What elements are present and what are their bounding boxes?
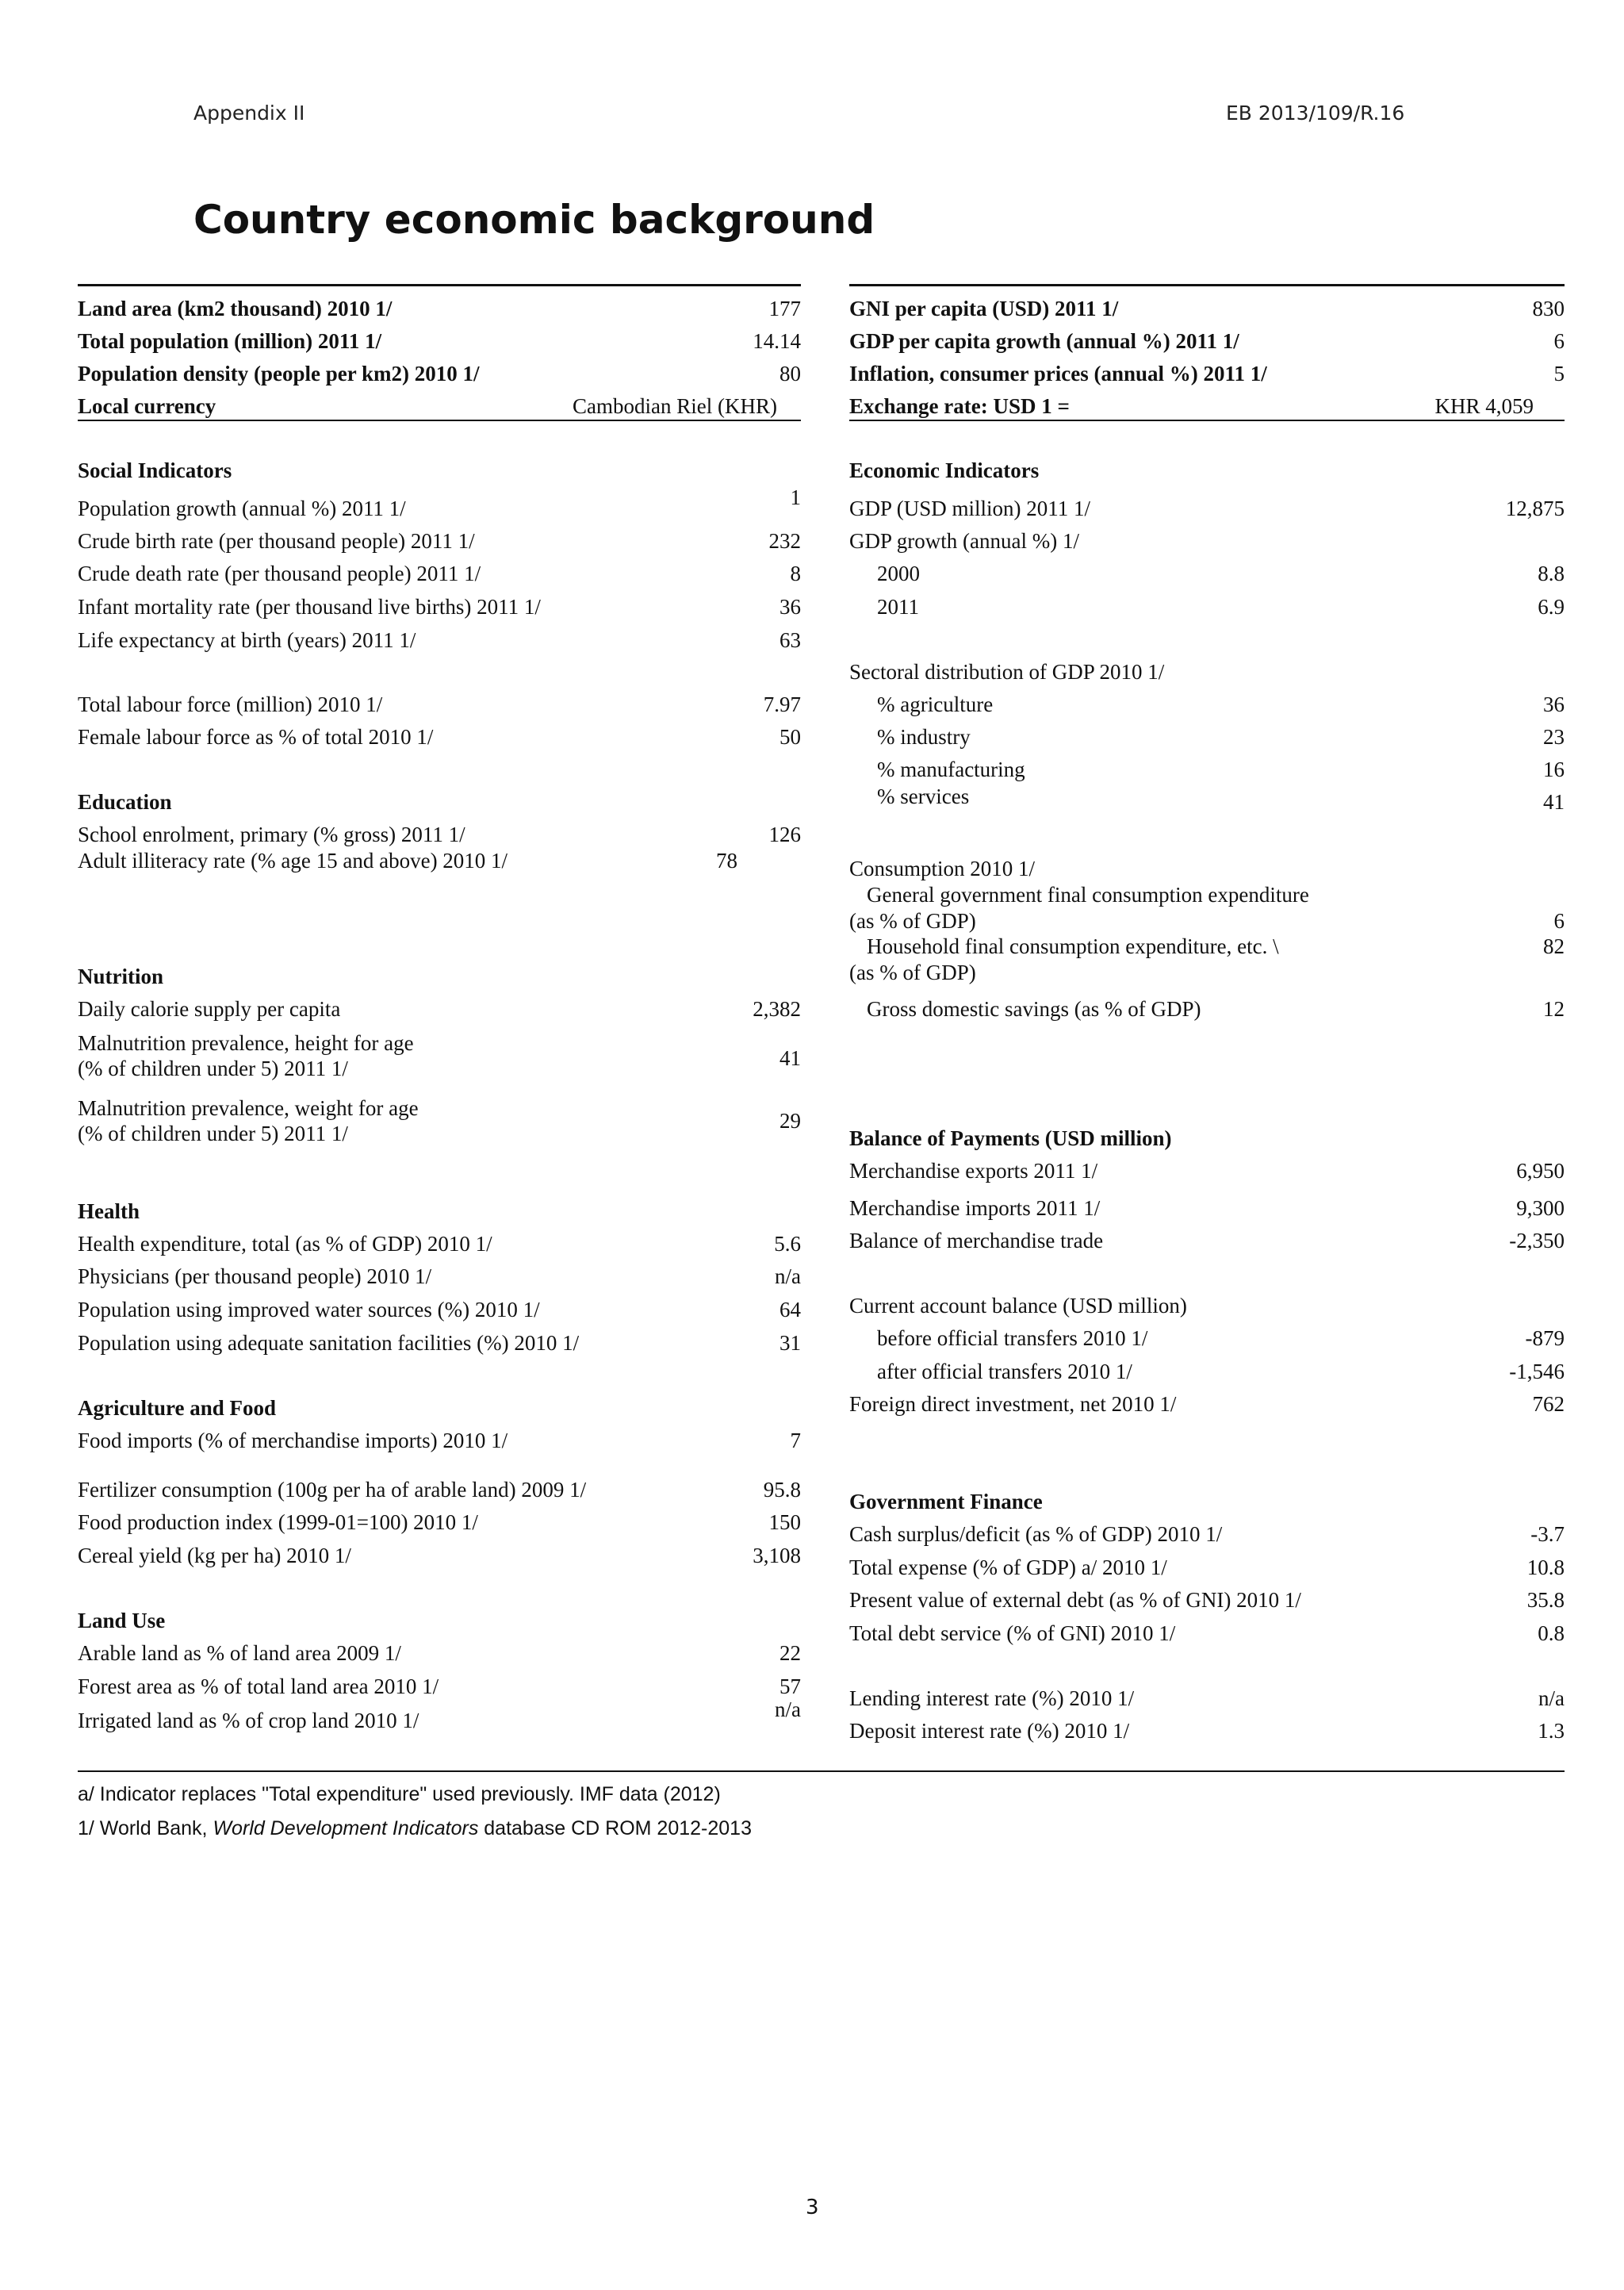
right-col-value: 16 xyxy=(1543,758,1565,781)
right-col-value: n/a xyxy=(1538,1686,1565,1710)
left-col-label: Daily calorie supply per capita xyxy=(78,997,341,1021)
left-col-label: Physicians (per thousand people) 2010 1/ xyxy=(78,1264,432,1288)
left-col-label: Health expenditure, total (as % of GDP) 2010 1/ xyxy=(78,1232,492,1256)
left-col-label: Adult illiteracy rate (% age 15 and above) 2010 1/ xyxy=(78,849,508,873)
footnote-a: a/ Indicator replaces "Total expenditure" used previously. IMF data (2012) xyxy=(78,1783,721,1805)
left-col-value: 22 xyxy=(779,1641,801,1665)
right-col-label: 2000 xyxy=(877,562,920,585)
left-col-label: School enrolment, primary (% gross) 2011 1/ xyxy=(78,823,465,846)
right-col-value: 10.8 xyxy=(1526,1555,1565,1579)
right-col-label: 2011 xyxy=(877,595,919,619)
left-col-label: Food imports (% of merchandise imports) 2010 1/ xyxy=(78,1429,508,1452)
left-col-label: Cereal yield (kg per ha) 2010 1/ xyxy=(78,1544,351,1567)
top-left-value: 80 xyxy=(779,362,801,386)
top-right-label: Inflation, consumer prices (annual %) 2011 1/ xyxy=(849,362,1267,386)
right-col-value: 6 xyxy=(1553,909,1565,933)
left-col-label: Social Indicators xyxy=(78,458,232,482)
left-col-label: (% of children under 5) 2011 1/ xyxy=(78,1057,348,1080)
page-number: 3 xyxy=(806,2196,819,2219)
left-col-label: Crude birth rate (per thousand people) 2011 1/ xyxy=(78,529,475,553)
right-col-label: (as % of GDP) xyxy=(849,961,976,984)
right-col-label: GDP growth (annual %) 1/ xyxy=(849,529,1079,553)
left-col-value: 78 xyxy=(716,849,737,873)
page-title: Country economic background xyxy=(193,197,875,243)
right-col-label: Balance of Payments (USD million) xyxy=(849,1126,1172,1150)
left-col-value: 2,382 xyxy=(753,997,801,1021)
top-left-label: Land area (km2 thousand) 2010 1/ xyxy=(78,297,393,320)
top-left-rule-top xyxy=(78,284,801,286)
top-right-value: KHR 4,059 xyxy=(1434,394,1534,418)
right-col-value: 41 xyxy=(1543,790,1565,814)
right-col-value: 12,875 xyxy=(1505,497,1565,520)
top-right-rule-bottom xyxy=(849,420,1565,421)
left-col-label: Agriculture and Food xyxy=(78,1396,277,1420)
right-col-label: Merchandise imports 2011 1/ xyxy=(849,1196,1101,1220)
left-col-value: 232 xyxy=(768,529,801,553)
right-col-label: after official transfers 2010 1/ xyxy=(877,1360,1132,1383)
right-col-value: 23 xyxy=(1543,725,1565,749)
left-col-value: 63 xyxy=(779,628,801,652)
table-bottom-rule xyxy=(78,1770,1565,1772)
right-col-label: Household final consumption expenditure, etc. \ xyxy=(867,934,1279,958)
left-col-value: 1 xyxy=(790,485,801,509)
left-col-value: 31 xyxy=(779,1331,801,1355)
top-right-label: Exchange rate: USD 1 = xyxy=(849,394,1070,418)
left-col-label: Female labour force as % of total 2010 1/ xyxy=(78,725,434,749)
left-col-label: Food production index (1999-01=100) 2010 1/ xyxy=(78,1510,478,1534)
right-col-label: Total expense (% of GDP) a/ 2010 1/ xyxy=(849,1555,1167,1579)
right-col-value: -3.7 xyxy=(1530,1522,1565,1546)
right-col-label: % agriculture xyxy=(877,692,994,716)
left-col-value: 64 xyxy=(779,1298,801,1321)
left-col-label: (% of children under 5) 2011 1/ xyxy=(78,1122,348,1145)
right-col-value: 762 xyxy=(1532,1392,1565,1416)
top-right-label: GNI per capita (USD) 2011 1/ xyxy=(849,297,1119,320)
footnote-1: 1/ World Bank, World Development Indicators database CD ROM 2012-2013 xyxy=(78,1817,752,1839)
right-col-label: Consumption 2010 1/ xyxy=(849,857,1036,880)
right-col-value: -2,350 xyxy=(1509,1229,1565,1252)
left-col-label: Malnutrition prevalence, weight for age xyxy=(78,1096,419,1120)
right-col-label: % manufacturing xyxy=(877,758,1025,781)
right-col-value: 35.8 xyxy=(1526,1588,1565,1612)
top-left-label: Local currency xyxy=(78,394,216,418)
left-col-value: n/a xyxy=(775,1697,801,1721)
left-col-label: Population growth (annual %) 2011 1/ xyxy=(78,497,406,520)
appendix-label: Appendix II xyxy=(193,102,305,125)
left-col-label: Population using improved water sources (%) 2010 1/ xyxy=(78,1298,540,1321)
left-col-label: Malnutrition prevalence, height for age xyxy=(78,1031,414,1055)
left-col-value: 41 xyxy=(779,1046,801,1070)
left-col-label: Arable land as % of land area 2009 1/ xyxy=(78,1641,401,1665)
left-col-value: 150 xyxy=(768,1510,801,1534)
right-col-value: 8.8 xyxy=(1538,562,1565,585)
right-col-label: before official transfers 2010 1/ xyxy=(877,1326,1148,1350)
right-col-label: Sectoral distribution of GDP 2010 1/ xyxy=(849,660,1165,684)
right-col-label: Merchandise exports 2011 1/ xyxy=(849,1159,1098,1183)
left-col-label: Infant mortality rate (per thousand live births) 2011 1/ xyxy=(78,595,541,619)
left-col-value: 29 xyxy=(779,1109,801,1133)
right-col-label: Total debt service (% of GNI) 2010 1/ xyxy=(849,1621,1176,1645)
left-col-label: Land Use xyxy=(78,1609,166,1632)
right-col-value: 36 xyxy=(1543,692,1565,716)
left-col-label: Health xyxy=(78,1199,140,1223)
right-col-label: Government Finance xyxy=(849,1490,1043,1513)
right-col-value: 82 xyxy=(1543,934,1565,958)
left-col-value: 8 xyxy=(790,562,801,585)
left-col-label: Life expectancy at birth (years) 2011 1/ xyxy=(78,628,416,652)
right-col-label: GDP (USD million) 2011 1/ xyxy=(849,497,1091,520)
right-col-label: (as % of GDP) xyxy=(849,909,976,933)
left-col-value: 3,108 xyxy=(753,1544,801,1567)
left-col-value: 36 xyxy=(779,595,801,619)
right-col-label: Economic Indicators xyxy=(849,458,1040,482)
top-right-value: 6 xyxy=(1553,329,1565,353)
left-col-label: Fertilizer consumption (100g per ha of arable land) 2009 1/ xyxy=(78,1478,587,1502)
right-col-value: 9,300 xyxy=(1516,1196,1565,1220)
left-col-value: 57 xyxy=(779,1674,801,1698)
right-col-value: 12 xyxy=(1543,997,1565,1021)
left-col-label: Crude death rate (per thousand people) 2011 1/ xyxy=(78,562,481,585)
right-col-label: Cash surplus/deficit (as % of GDP) 2010 1/ xyxy=(849,1522,1223,1546)
left-col-value: 50 xyxy=(779,725,801,749)
right-col-label: Balance of merchandise trade xyxy=(849,1229,1104,1252)
right-col-label: Foreign direct investment, net 2010 1/ xyxy=(849,1392,1177,1416)
left-col-label: Forest area as % of total land area 2010 1/ xyxy=(78,1674,439,1698)
left-col-label: Total labour force (million) 2010 1/ xyxy=(78,692,383,716)
right-col-value: 1.3 xyxy=(1538,1719,1565,1743)
left-col-label: Education xyxy=(78,790,172,814)
right-col-label: % industry xyxy=(877,725,971,749)
left-col-value: 95.8 xyxy=(763,1478,801,1502)
top-left-rule-bottom xyxy=(78,420,801,421)
left-col-label: Population using adequate sanitation facilities (%) 2010 1/ xyxy=(78,1331,580,1355)
right-col-value: -1,546 xyxy=(1509,1360,1565,1383)
top-left-value: 177 xyxy=(768,297,801,320)
top-right-rule-top xyxy=(849,284,1565,286)
top-right-value: 830 xyxy=(1532,297,1565,320)
top-left-label: Population density (people per km2) 2010 1/ xyxy=(78,362,480,386)
right-col-label: General government final consumption expenditure xyxy=(867,883,1309,907)
top-right-value: 5 xyxy=(1553,362,1565,386)
right-col-label: Present value of external debt (as % of GNI) 2010 1/ xyxy=(849,1588,1301,1612)
right-col-value: 6,950 xyxy=(1516,1159,1565,1183)
right-col-value: 0.8 xyxy=(1538,1621,1565,1645)
left-col-label: Nutrition xyxy=(78,965,163,988)
right-col-label: Current account balance (USD million) xyxy=(849,1294,1187,1318)
right-col-value: -879 xyxy=(1525,1326,1565,1350)
left-col-value: 7.97 xyxy=(763,692,801,716)
right-col-label: Deposit interest rate (%) 2010 1/ xyxy=(849,1719,1130,1743)
left-col-value: 7 xyxy=(790,1429,801,1452)
document-code: EB 2013/109/R.16 xyxy=(1226,102,1405,125)
right-col-label: Gross domestic savings (as % of GDP) xyxy=(867,997,1201,1021)
left-col-value: 126 xyxy=(768,823,801,846)
top-left-value: 14.14 xyxy=(753,329,801,353)
top-left-label: Total population (million) 2011 1/ xyxy=(78,329,382,353)
left-col-value: n/a xyxy=(775,1264,801,1288)
right-col-label: Lending interest rate (%) 2010 1/ xyxy=(849,1686,1135,1710)
top-right-label: GDP per capita growth (annual %) 2011 1/ xyxy=(849,329,1239,353)
right-col-label: % services xyxy=(877,784,970,808)
left-col-label: Irrigated land as % of crop land 2010 1/ xyxy=(78,1709,419,1732)
right-col-value: 6.9 xyxy=(1538,595,1565,619)
top-left-value: Cambodian Riel (KHR) xyxy=(573,394,777,418)
left-col-value: 5.6 xyxy=(774,1232,801,1256)
